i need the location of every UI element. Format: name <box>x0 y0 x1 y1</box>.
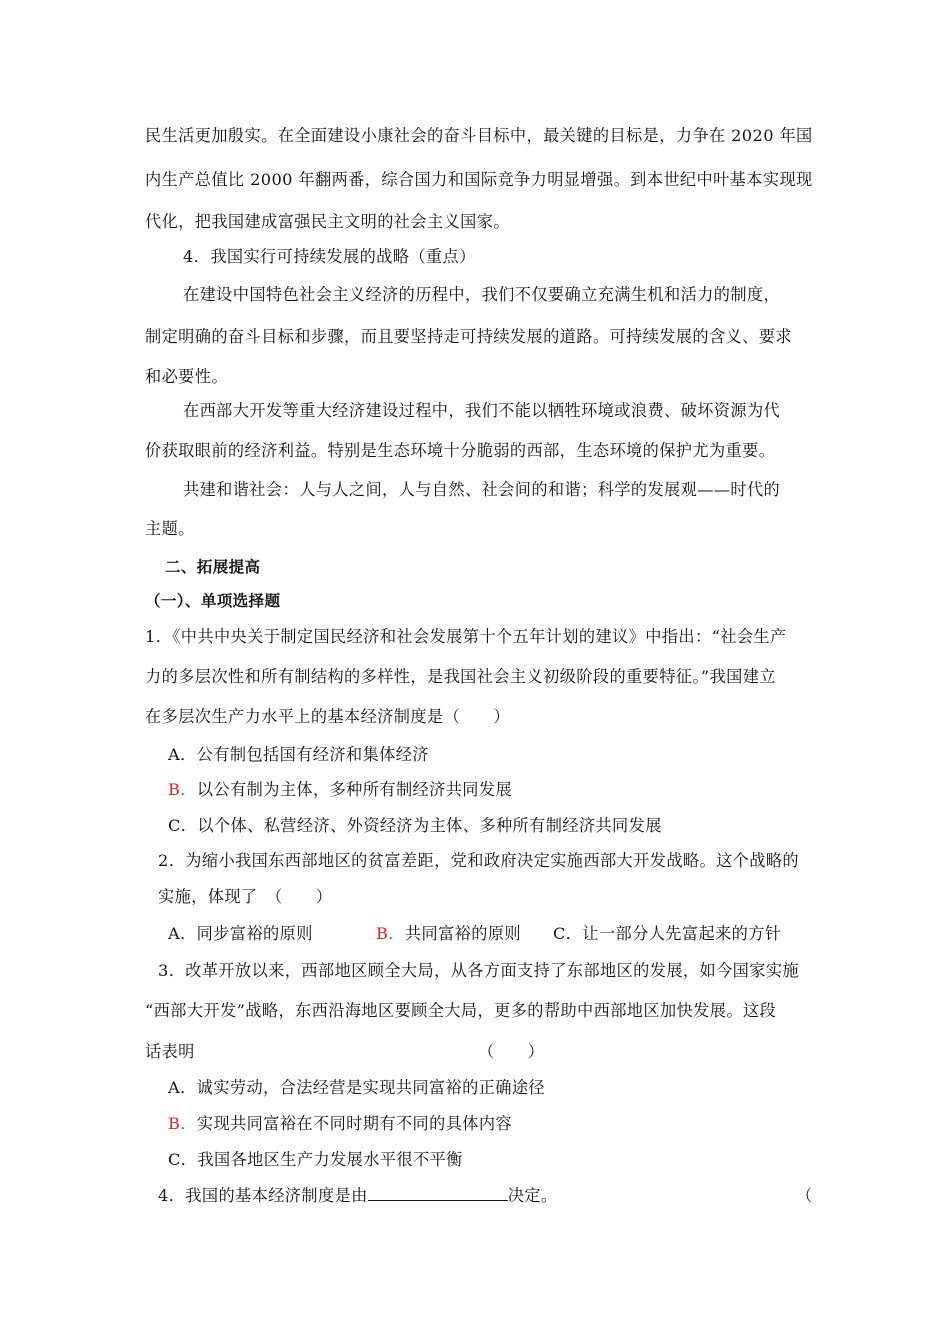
answer-letter: B． <box>168 780 197 799</box>
q3-option-c: C．我国各地区生产力发展水平很不平衡 <box>168 1150 463 1169</box>
paragraph-line: 在建设中国特色社会主义经济的历程中，我们不仅要确立充满生机和活力的制度， <box>183 285 781 304</box>
answer-parenthesis: （ ） <box>478 1042 545 1061</box>
question-1-line: 力的多层次性和所有制结构的多样性，是我国社会主义初级阶段的重要特征。”我国建立 <box>145 667 776 686</box>
paragraph-line: 代化，把我国建成富强民主文明的社会主义国家。 <box>145 212 510 231</box>
answer-letter: B． <box>376 924 405 943</box>
answer-parenthesis: （ <box>796 1186 813 1205</box>
q2-option-c: C．让一部分人先富起来的方针 <box>553 924 782 943</box>
question-4-suffix: 决定。 <box>507 1186 558 1205</box>
paragraph-line: 在西部大开发等重大经济建设过程中，我们不能以牺牲环境或浪费、破坏资源为代 <box>183 401 781 420</box>
question-4-prefix: 4．我国的基本经济制度是由 <box>158 1186 368 1205</box>
paragraph-line: 内生产总值比 2000 年翻两番，综合国力和国际竞争力明显增强。到本世纪中叶基本实现现 <box>145 170 813 189</box>
question-1-line: 在多层次生产力水平上的基本经济制度是（ ） <box>145 707 510 726</box>
question-4-line <box>158 1186 558 1206</box>
question-3-line: “西部大开发”战略，东西沿海地区要顾全大局，更多的帮助中西部地区加快发展。这段 <box>145 1001 777 1020</box>
q1-option-c: C．以个体、私营经济、外资经济为主体、多种所有制经济共同发展 <box>168 816 662 835</box>
option-text: 以公有制为主体，多种所有制经济共同发展 <box>196 780 513 799</box>
paragraph-line: 共建和谐社会：人与人之间，人与自然、社会间的和谐；科学的发展观——时代的 <box>183 480 781 499</box>
paragraph-line: 民生活更加殷实。在全面建设小康社会的奋斗目标中，最关键的目标是，力争在 2020 年国 <box>145 126 813 145</box>
paragraph-line: 主题。 <box>145 519 195 538</box>
paragraph-line: 和必要性。 <box>145 367 228 386</box>
q3-option-b <box>168 1114 512 1134</box>
subheading-4: 4．我国实行可持续发展的战略（重点） <box>183 247 476 266</box>
question-3-line: 话表明 <box>145 1042 195 1061</box>
option-text: 共同富裕的原则 <box>404 924 522 943</box>
paragraph-line: 制定明确的奋斗目标和步骤，而且要坚持走可持续发展的道路。可持续发展的含义、要求 <box>145 327 792 346</box>
q3-option-a: A．诚实劳动，合法经营是实现共同富裕的正确途径 <box>168 1078 546 1097</box>
section-heading: 二、拓展提高 <box>165 558 261 576</box>
q2-option-b <box>376 924 521 944</box>
fill-in-blank[interactable] <box>368 1186 508 1201</box>
q2-option-a: A．同步富裕的原则 <box>168 924 313 943</box>
q1-option-b <box>168 780 512 800</box>
paragraph-line: 价获取眼前的经济利益。特别是生态环境十分脆弱的西部，生态环境的保护尤为重要。 <box>145 441 776 460</box>
question-1-line: 1．《中共中央关于制定国民经济和社会发展第十个五年计划的建议》中指出：“社会生产 <box>145 627 787 646</box>
q1-option-a: A．公有制包括国有经济和集体经济 <box>168 745 429 764</box>
section-subheading: （一）、单项选择题 <box>145 592 281 610</box>
question-3-line: 3．改革开放以来，西部地区顾全大局，从各方面支持了东部地区的发展，如今国家实施 <box>158 961 800 980</box>
answer-letter: B． <box>168 1114 197 1133</box>
question-2-line: 实施，体现了 （ ） <box>158 887 333 906</box>
option-text: 实现共同富裕在不同时期有不同的具体内容 <box>196 1114 513 1133</box>
question-2-line: 2．为缩小我国东西部地区的贫富差距，党和政府决定实施西部大开发战略。这个战略的 <box>158 851 800 870</box>
